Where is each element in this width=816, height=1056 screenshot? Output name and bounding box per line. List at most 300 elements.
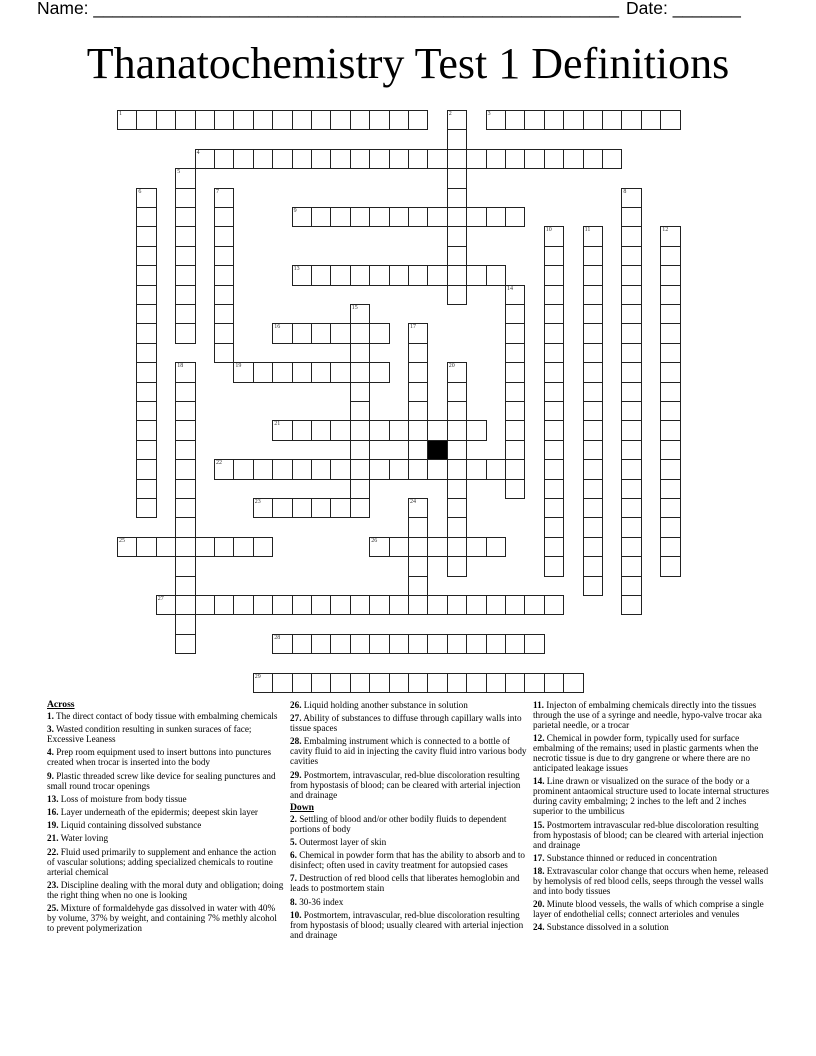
grid-cell[interactable]: [563, 110, 583, 130]
grid-cell[interactable]: [524, 110, 544, 130]
grid-cell[interactable]: [505, 304, 525, 324]
grid-cell[interactable]: [214, 110, 234, 130]
grid-cell[interactable]: [427, 149, 447, 169]
grid-cell[interactable]: [175, 479, 195, 499]
grid-cell[interactable]: [505, 673, 525, 693]
grid-cell[interactable]: [214, 537, 234, 557]
grid-cell[interactable]: [583, 401, 603, 421]
grid-cell[interactable]: [156, 537, 176, 557]
grid-cell[interactable]: [544, 537, 564, 557]
grid-cell[interactable]: [544, 343, 564, 363]
grid-cell[interactable]: [583, 285, 603, 305]
grid-cell[interactable]: [408, 401, 428, 421]
grid-cell[interactable]: [660, 440, 680, 460]
grid-cell[interactable]: [233, 459, 253, 479]
grid-cell[interactable]: [505, 595, 525, 615]
grid-cell[interactable]: [544, 459, 564, 479]
grid-cell[interactable]: [311, 634, 331, 654]
grid-cell[interactable]: [447, 498, 467, 518]
grid-cell[interactable]: [350, 110, 370, 130]
grid-cell[interactable]: [447, 459, 467, 479]
grid-cell[interactable]: [253, 149, 273, 169]
grid-cell[interactable]: [350, 479, 370, 499]
grid-cell[interactable]: [136, 207, 156, 227]
grid-cell[interactable]: [292, 673, 312, 693]
grid-cell[interactable]: [447, 362, 467, 382]
grid-cell[interactable]: [292, 595, 312, 615]
grid-cell[interactable]: [660, 304, 680, 324]
grid-cell[interactable]: [447, 129, 467, 149]
grid-cell[interactable]: [214, 595, 234, 615]
grid-cell[interactable]: [136, 440, 156, 460]
grid-cell[interactable]: [233, 595, 253, 615]
grid-cell[interactable]: [369, 110, 389, 130]
grid-cell[interactable]: [427, 265, 447, 285]
grid-cell[interactable]: [621, 285, 641, 305]
grid-cell[interactable]: [447, 420, 467, 440]
grid-cell[interactable]: [136, 110, 156, 130]
grid-cell[interactable]: [505, 285, 525, 305]
grid-cell[interactable]: [486, 265, 506, 285]
grid-cell[interactable]: [486, 673, 506, 693]
grid-cell[interactable]: [253, 498, 273, 518]
grid-cell[interactable]: [350, 323, 370, 343]
grid-cell[interactable]: [563, 149, 583, 169]
grid-cell[interactable]: [175, 304, 195, 324]
grid-cell[interactable]: [350, 440, 370, 460]
grid-cell[interactable]: [350, 595, 370, 615]
grid-cell[interactable]: [233, 537, 253, 557]
grid-cell[interactable]: [136, 459, 156, 479]
grid-cell[interactable]: [524, 634, 544, 654]
grid-cell[interactable]: [195, 110, 215, 130]
grid-cell[interactable]: [272, 149, 292, 169]
grid-cell[interactable]: [350, 459, 370, 479]
grid-cell[interactable]: [544, 226, 564, 246]
grid-cell[interactable]: [602, 110, 622, 130]
grid-cell[interactable]: [447, 517, 467, 537]
grid-cell[interactable]: [641, 110, 661, 130]
grid-cell[interactable]: [350, 304, 370, 324]
grid-cell[interactable]: [408, 343, 428, 363]
grid-cell[interactable]: [389, 595, 409, 615]
grid-cell[interactable]: [175, 556, 195, 576]
grid-cell[interactable]: [292, 323, 312, 343]
grid-cell[interactable]: [408, 673, 428, 693]
grid-cell[interactable]: [505, 362, 525, 382]
grid-cell[interactable]: [544, 110, 564, 130]
grid-cell[interactable]: [447, 207, 467, 227]
grid-cell[interactable]: [175, 265, 195, 285]
grid-cell[interactable]: [136, 420, 156, 440]
grid-cell[interactable]: [408, 110, 428, 130]
grid-cell[interactable]: [408, 634, 428, 654]
grid-cell[interactable]: [660, 459, 680, 479]
grid-cell[interactable]: [408, 537, 428, 557]
grid-cell[interactable]: [330, 149, 350, 169]
grid-cell[interactable]: [272, 673, 292, 693]
grid-cell[interactable]: [350, 343, 370, 363]
grid-cell[interactable]: [389, 110, 409, 130]
grid-cell[interactable]: [292, 110, 312, 130]
grid-cell[interactable]: [175, 576, 195, 596]
grid-cell[interactable]: [292, 498, 312, 518]
grid-cell[interactable]: [621, 207, 641, 227]
grid-cell[interactable]: [660, 323, 680, 343]
grid-cell[interactable]: [583, 110, 603, 130]
grid-cell[interactable]: [233, 362, 253, 382]
grid-cell[interactable]: [175, 207, 195, 227]
grid-cell[interactable]: [583, 304, 603, 324]
grid-cell[interactable]: [156, 595, 176, 615]
grid-cell[interactable]: [311, 323, 331, 343]
grid-cell[interactable]: [447, 673, 467, 693]
grid-cell[interactable]: [621, 110, 641, 130]
grid-cell[interactable]: [427, 420, 447, 440]
grid-cell[interactable]: [389, 420, 409, 440]
grid-cell[interactable]: [621, 265, 641, 285]
grid-cell[interactable]: [369, 362, 389, 382]
grid-cell[interactable]: [389, 634, 409, 654]
grid-cell[interactable]: [621, 226, 641, 246]
grid-cell[interactable]: [214, 304, 234, 324]
grid-cell[interactable]: [175, 537, 195, 557]
grid-cell[interactable]: [330, 498, 350, 518]
grid-cell[interactable]: [389, 459, 409, 479]
grid-cell[interactable]: [602, 149, 622, 169]
grid-cell[interactable]: [330, 459, 350, 479]
grid-cell[interactable]: [292, 265, 312, 285]
grid-cell[interactable]: [350, 634, 370, 654]
grid-cell[interactable]: [175, 498, 195, 518]
grid-cell[interactable]: [466, 595, 486, 615]
grid-cell[interactable]: [136, 498, 156, 518]
grid-cell[interactable]: [253, 537, 273, 557]
grid-cell[interactable]: [583, 343, 603, 363]
grid-cell[interactable]: [447, 149, 467, 169]
grid-cell[interactable]: [447, 265, 467, 285]
grid-cell[interactable]: [660, 517, 680, 537]
grid-cell[interactable]: [486, 595, 506, 615]
grid-cell[interactable]: [214, 226, 234, 246]
grid-cell[interactable]: [117, 110, 137, 130]
grid-cell[interactable]: [369, 420, 389, 440]
grid-cell[interactable]: [427, 634, 447, 654]
grid-cell[interactable]: [350, 265, 370, 285]
grid-cell[interactable]: [524, 673, 544, 693]
grid-cell[interactable]: [621, 188, 641, 208]
grid-cell[interactable]: [272, 362, 292, 382]
grid-cell[interactable]: [136, 226, 156, 246]
grid-cell[interactable]: [660, 382, 680, 402]
grid-cell[interactable]: [447, 110, 467, 130]
grid-cell[interactable]: [583, 440, 603, 460]
grid-cell[interactable]: [175, 110, 195, 130]
grid-cell[interactable]: [350, 362, 370, 382]
grid-cell[interactable]: [350, 673, 370, 693]
grid-cell[interactable]: [350, 149, 370, 169]
grid-cell[interactable]: [175, 517, 195, 537]
grid-cell[interactable]: [544, 246, 564, 266]
grid-cell[interactable]: [660, 362, 680, 382]
grid-cell[interactable]: [408, 362, 428, 382]
grid-cell[interactable]: [583, 420, 603, 440]
grid-cell[interactable]: [447, 595, 467, 615]
grid-cell[interactable]: [311, 207, 331, 227]
grid-cell[interactable]: [311, 110, 331, 130]
grid-cell[interactable]: [175, 634, 195, 654]
grid-cell[interactable]: [408, 207, 428, 227]
grid-cell[interactable]: [486, 110, 506, 130]
grid-cell[interactable]: [563, 673, 583, 693]
grid-cell[interactable]: [621, 576, 641, 596]
grid-cell[interactable]: [156, 110, 176, 130]
grid-cell[interactable]: [175, 246, 195, 266]
grid-cell[interactable]: [447, 188, 467, 208]
grid-cell[interactable]: [466, 149, 486, 169]
grid-cell[interactable]: [214, 343, 234, 363]
grid-cell[interactable]: [136, 479, 156, 499]
grid-cell[interactable]: [292, 149, 312, 169]
grid-cell[interactable]: [389, 207, 409, 227]
grid-cell[interactable]: [311, 673, 331, 693]
grid-cell[interactable]: [175, 323, 195, 343]
grid-cell[interactable]: [253, 673, 273, 693]
grid-cell[interactable]: [466, 459, 486, 479]
grid-cell[interactable]: [544, 401, 564, 421]
grid-cell[interactable]: [117, 537, 137, 557]
grid-cell[interactable]: [544, 595, 564, 615]
grid-cell[interactable]: [389, 673, 409, 693]
grid-cell[interactable]: [272, 498, 292, 518]
grid-cell[interactable]: [214, 323, 234, 343]
grid-cell[interactable]: [524, 595, 544, 615]
grid-cell[interactable]: [583, 362, 603, 382]
grid-cell[interactable]: [214, 149, 234, 169]
grid-cell[interactable]: [175, 595, 195, 615]
grid-cell[interactable]: [427, 459, 447, 479]
grid-cell[interactable]: [272, 420, 292, 440]
grid-cell[interactable]: [447, 634, 467, 654]
grid-cell[interactable]: [369, 323, 389, 343]
grid-cell[interactable]: [660, 343, 680, 363]
grid-cell[interactable]: [408, 440, 428, 460]
grid-cell[interactable]: [621, 498, 641, 518]
grid-cell[interactable]: [583, 382, 603, 402]
grid-cell[interactable]: [447, 401, 467, 421]
grid-cell[interactable]: [253, 110, 273, 130]
grid-cell[interactable]: [350, 207, 370, 227]
grid-cell[interactable]: [233, 149, 253, 169]
grid-cell[interactable]: [408, 459, 428, 479]
grid-cell[interactable]: [505, 440, 525, 460]
grid-cell[interactable]: [175, 401, 195, 421]
grid-cell[interactable]: [408, 517, 428, 537]
grid-cell[interactable]: [544, 265, 564, 285]
grid-cell[interactable]: [408, 149, 428, 169]
grid-cell[interactable]: [253, 459, 273, 479]
grid-cell[interactable]: [583, 537, 603, 557]
grid-cell[interactable]: [583, 459, 603, 479]
grid-cell[interactable]: [408, 323, 428, 343]
grid-cell[interactable]: [408, 595, 428, 615]
grid-cell[interactable]: [175, 420, 195, 440]
grid-cell[interactable]: [369, 673, 389, 693]
grid-cell[interactable]: [136, 304, 156, 324]
grid-cell[interactable]: [621, 323, 641, 343]
grid-cell[interactable]: [505, 149, 525, 169]
grid-cell[interactable]: [660, 265, 680, 285]
grid-cell[interactable]: [136, 323, 156, 343]
grid-cell[interactable]: [524, 149, 544, 169]
grid-cell[interactable]: [195, 149, 215, 169]
grid-cell[interactable]: [660, 285, 680, 305]
grid-cell[interactable]: [505, 420, 525, 440]
grid-cell[interactable]: [408, 576, 428, 596]
grid-cell[interactable]: [660, 246, 680, 266]
grid-cell[interactable]: [369, 207, 389, 227]
grid-cell[interactable]: [408, 265, 428, 285]
grid-cell[interactable]: [505, 207, 525, 227]
grid-cell[interactable]: [292, 420, 312, 440]
grid-cell[interactable]: [660, 556, 680, 576]
grid-cell[interactable]: [350, 382, 370, 402]
grid-cell[interactable]: [350, 420, 370, 440]
grid-cell[interactable]: [544, 420, 564, 440]
grid-cell[interactable]: [350, 498, 370, 518]
grid-cell[interactable]: [621, 304, 641, 324]
grid-cell[interactable]: [311, 459, 331, 479]
grid-cell[interactable]: [447, 556, 467, 576]
grid-cell[interactable]: [136, 382, 156, 402]
grid-cell[interactable]: [660, 420, 680, 440]
grid-cell[interactable]: [292, 362, 312, 382]
grid-cell[interactable]: [389, 537, 409, 557]
grid-cell[interactable]: [583, 265, 603, 285]
grid-cell[interactable]: [544, 498, 564, 518]
grid-cell[interactable]: [136, 246, 156, 266]
grid-cell[interactable]: [621, 556, 641, 576]
grid-cell[interactable]: [544, 304, 564, 324]
grid-cell[interactable]: [447, 537, 467, 557]
grid-cell[interactable]: [330, 673, 350, 693]
grid-cell[interactable]: [195, 595, 215, 615]
grid-cell[interactable]: [175, 382, 195, 402]
grid-cell[interactable]: [330, 323, 350, 343]
grid-cell[interactable]: [466, 634, 486, 654]
grid-cell[interactable]: [311, 362, 331, 382]
grid-cell[interactable]: [466, 537, 486, 557]
grid-cell[interactable]: [214, 188, 234, 208]
grid-cell[interactable]: [330, 362, 350, 382]
grid-cell[interactable]: [369, 537, 389, 557]
grid-cell[interactable]: [660, 537, 680, 557]
grid-cell[interactable]: [136, 285, 156, 305]
grid-cell[interactable]: [408, 556, 428, 576]
grid-cell[interactable]: [466, 673, 486, 693]
grid-cell[interactable]: [505, 634, 525, 654]
grid-cell[interactable]: [253, 362, 273, 382]
grid-cell[interactable]: [621, 479, 641, 499]
grid-cell[interactable]: [136, 362, 156, 382]
grid-cell[interactable]: [621, 246, 641, 266]
grid-cell[interactable]: [486, 459, 506, 479]
grid-cell[interactable]: [447, 168, 467, 188]
grid-cell[interactable]: [175, 440, 195, 460]
grid-cell[interactable]: [544, 362, 564, 382]
grid-cell[interactable]: [233, 110, 253, 130]
grid-cell[interactable]: [136, 188, 156, 208]
grid-cell[interactable]: [175, 459, 195, 479]
grid-cell[interactable]: [330, 110, 350, 130]
grid-cell[interactable]: [505, 110, 525, 130]
grid-cell[interactable]: [136, 265, 156, 285]
grid-cell[interactable]: [583, 226, 603, 246]
grid-cell[interactable]: [544, 382, 564, 402]
grid-cell[interactable]: [447, 382, 467, 402]
grid-cell[interactable]: [621, 362, 641, 382]
grid-cell[interactable]: [408, 498, 428, 518]
grid-cell[interactable]: [292, 207, 312, 227]
grid-cell[interactable]: [621, 382, 641, 402]
grid-cell[interactable]: [583, 556, 603, 576]
grid-cell[interactable]: [292, 634, 312, 654]
grid-cell[interactable]: [621, 440, 641, 460]
grid-cell[interactable]: [621, 517, 641, 537]
grid-cell[interactable]: [544, 323, 564, 343]
grid-cell[interactable]: [311, 420, 331, 440]
grid-cell[interactable]: [505, 459, 525, 479]
grid-cell[interactable]: [272, 459, 292, 479]
grid-cell[interactable]: [214, 459, 234, 479]
grid-cell[interactable]: [330, 207, 350, 227]
grid-cell[interactable]: [311, 265, 331, 285]
grid-cell[interactable]: [311, 149, 331, 169]
grid-cell[interactable]: [369, 265, 389, 285]
grid-cell[interactable]: [621, 595, 641, 615]
grid-cell[interactable]: [272, 110, 292, 130]
grid-cell[interactable]: [621, 420, 641, 440]
grid-cell[interactable]: [583, 246, 603, 266]
grid-cell[interactable]: [292, 459, 312, 479]
grid-cell[interactable]: [466, 265, 486, 285]
grid-cell[interactable]: [272, 634, 292, 654]
grid-cell[interactable]: [427, 595, 447, 615]
grid-cell[interactable]: [544, 517, 564, 537]
grid-cell[interactable]: [369, 595, 389, 615]
grid-cell[interactable]: [621, 537, 641, 557]
grid-cell[interactable]: [447, 440, 467, 460]
grid-cell[interactable]: [427, 537, 447, 557]
grid-cell[interactable]: [214, 246, 234, 266]
grid-cell[interactable]: [447, 226, 467, 246]
grid-cell[interactable]: [350, 401, 370, 421]
grid-cell[interactable]: [330, 265, 350, 285]
grid-cell[interactable]: [408, 382, 428, 402]
grid-cell[interactable]: [544, 556, 564, 576]
grid-cell[interactable]: [330, 420, 350, 440]
grid-cell[interactable]: [330, 634, 350, 654]
grid-cell[interactable]: [311, 498, 331, 518]
grid-cell[interactable]: [544, 149, 564, 169]
grid-cell[interactable]: [175, 362, 195, 382]
grid-cell[interactable]: [486, 537, 506, 557]
grid-cell[interactable]: [621, 459, 641, 479]
grid-cell[interactable]: [214, 207, 234, 227]
grid-cell[interactable]: [175, 188, 195, 208]
grid-cell[interactable]: [330, 595, 350, 615]
grid-cell[interactable]: [447, 246, 467, 266]
